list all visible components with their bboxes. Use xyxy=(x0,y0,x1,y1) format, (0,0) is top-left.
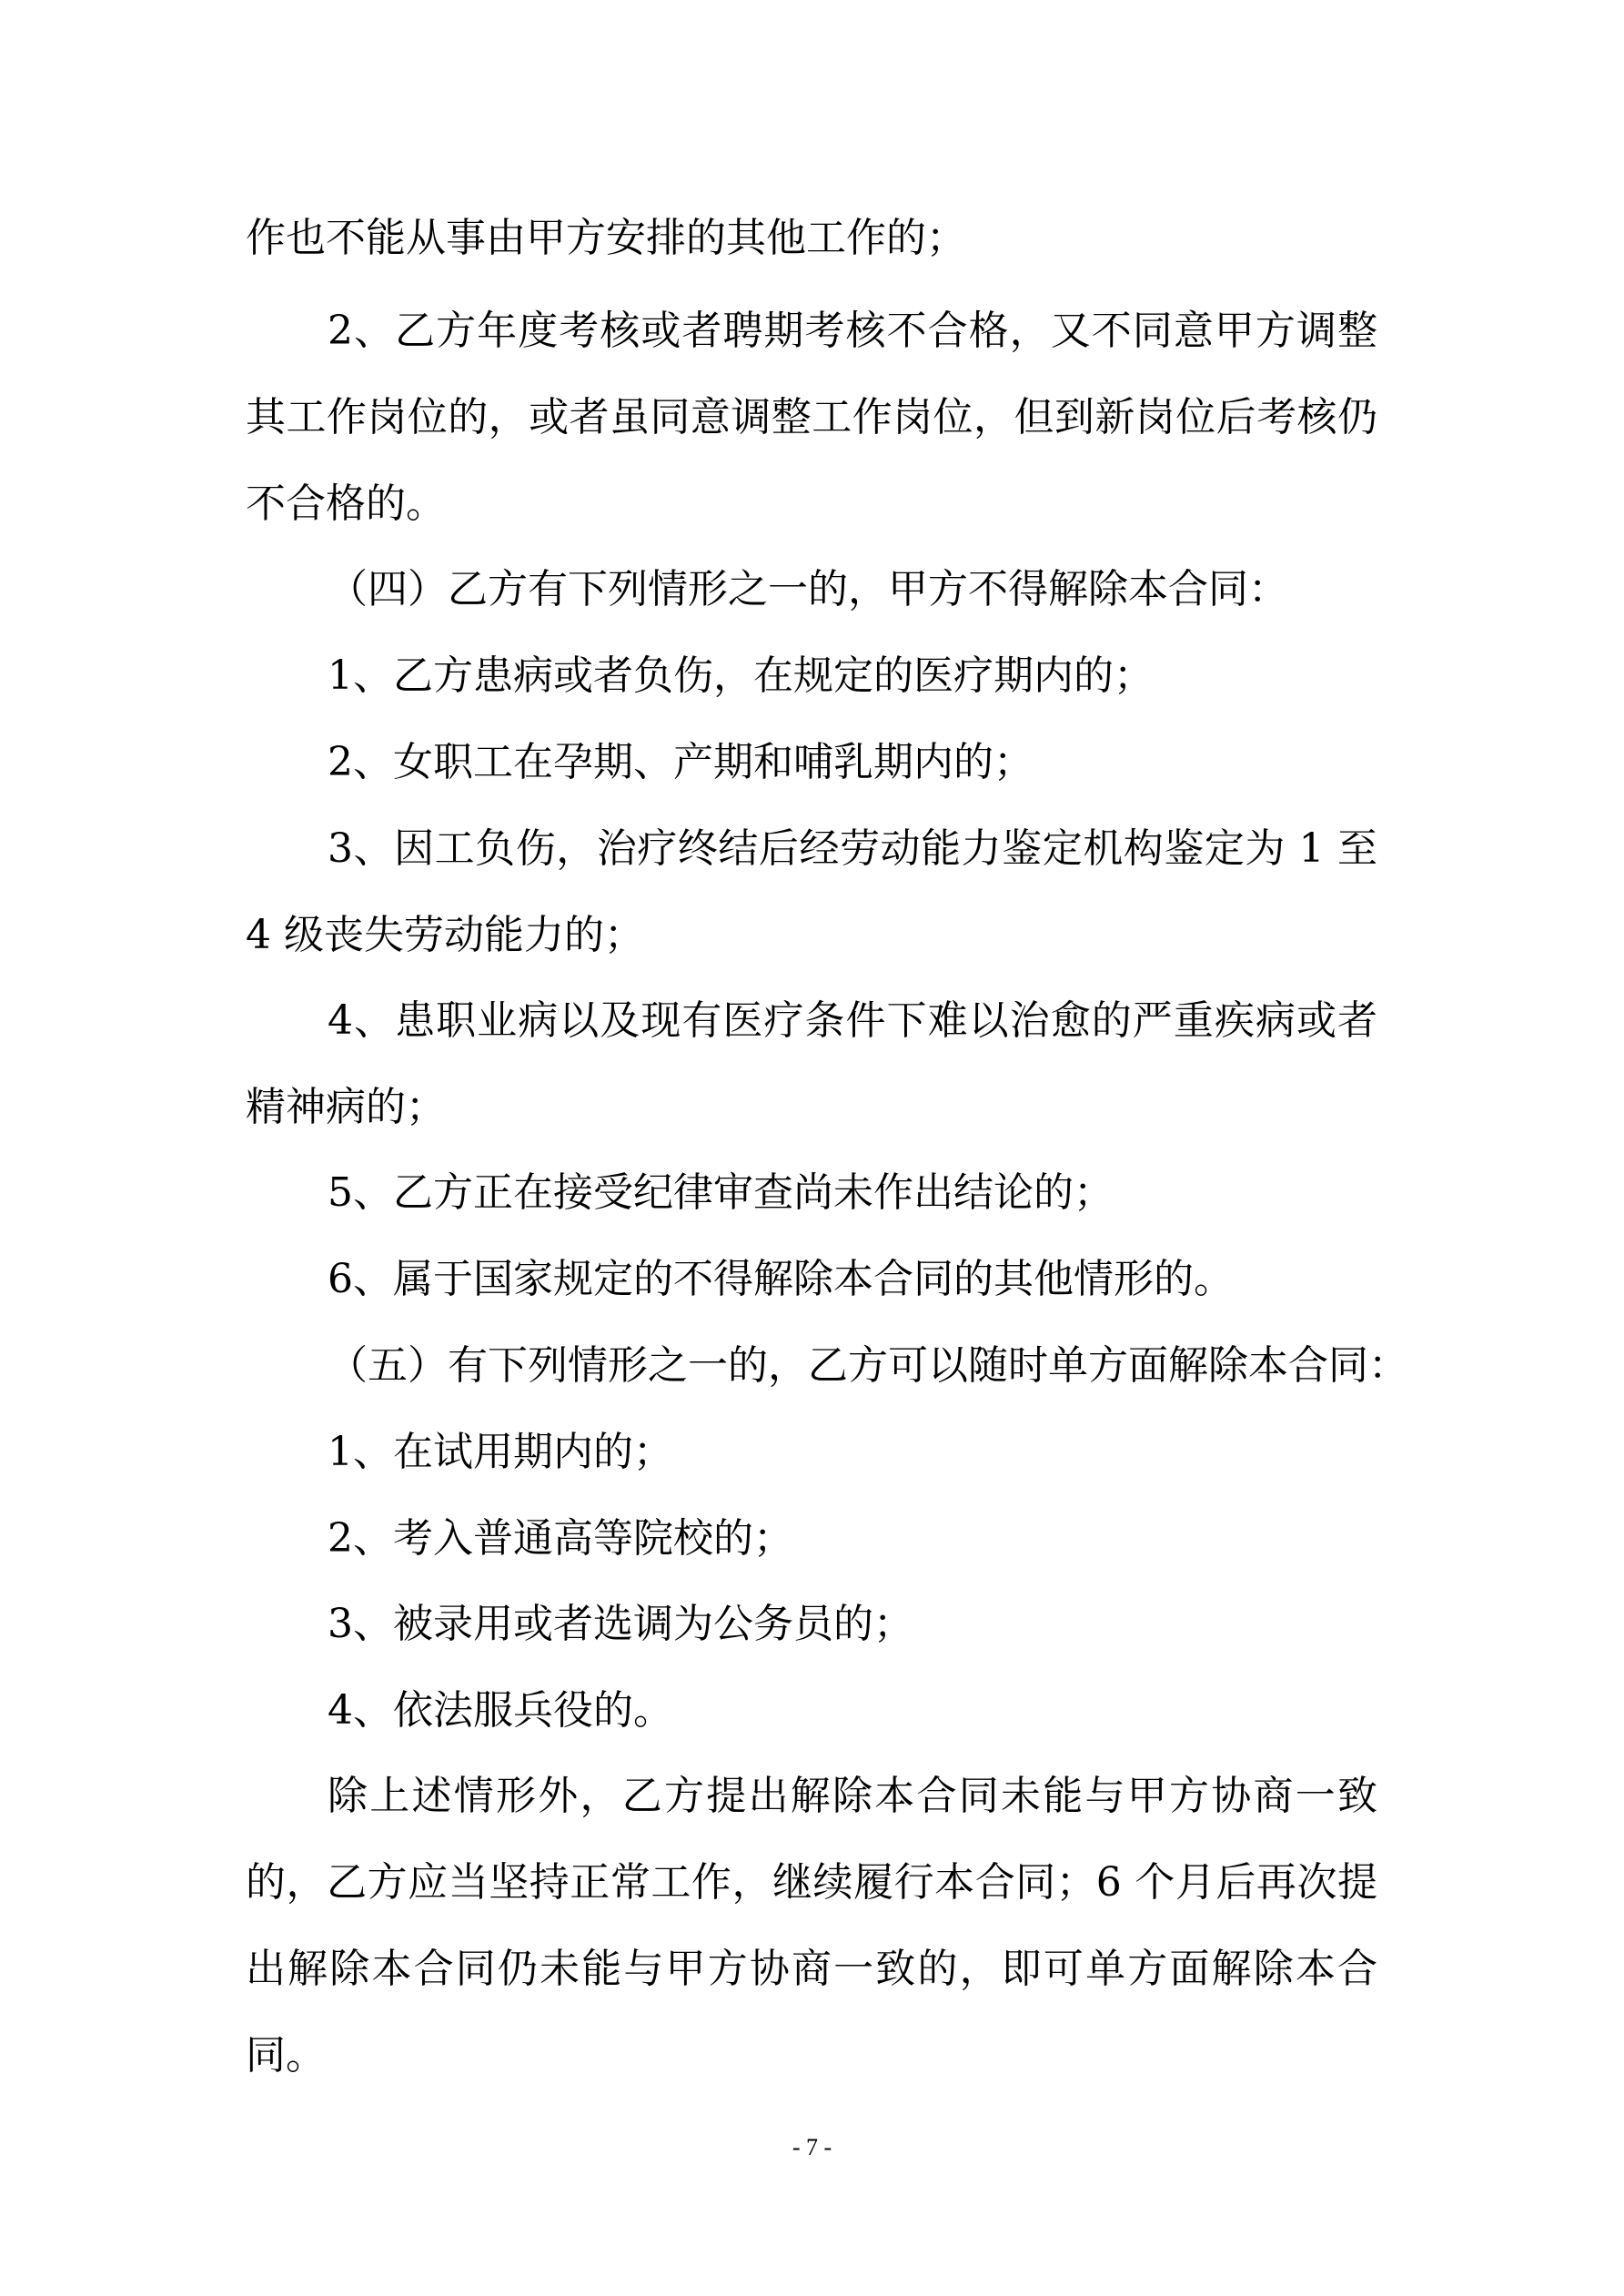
text-line: 1、在试用期内的； xyxy=(328,1429,673,1475)
page-number: - 7 - xyxy=(792,2134,832,2160)
text-line: 除上述情形外，乙方提出解除本合同未能与甲方协商一致 xyxy=(328,1773,1377,1819)
text-line: 2、女职工在孕期、产期和哺乳期内的； xyxy=(328,739,1034,785)
text-line: 1、乙方患病或者负伤，在规定的医疗期内的； xyxy=(328,652,1154,699)
text-line: 6、属于国家规定的不得解除本合同的其他情形的。 xyxy=(328,1256,1234,1302)
text-line: 2、乙方年度考核或者聘期考核不合格，又不同意甲方调整 xyxy=(328,308,1377,354)
text-line: 精神病的； xyxy=(246,1084,446,1130)
text-line: 3、被录用或者选调为公务员的； xyxy=(328,1601,913,1647)
text-line: （五）有下列情形之一的，乙方可以随时单方面解除本合同： xyxy=(328,1342,1408,1389)
text-line: 出解除本合同仍未能与甲方协商一致的，即可单方面解除本合 xyxy=(246,1946,1377,1992)
text-line: 4、依法服兵役的。 xyxy=(328,1687,673,1734)
text-line: 的，乙方应当坚持正常工作，继续履行本合同；6 个月后再次提 xyxy=(246,1859,1377,1906)
text-line: 2、考入普通高等院校的； xyxy=(328,1515,793,1562)
text-line: 5、乙方正在接受纪律审查尚未作出结论的； xyxy=(328,1169,1114,1216)
text-line: 同。 xyxy=(246,2032,326,2079)
text-line: （四）乙方有下列情形之一的，甲方不得解除本合同： xyxy=(328,566,1288,612)
text-line: 3、因工负伤，治疗终结后经劳动能力鉴定机构鉴定为 1 至 xyxy=(328,825,1377,872)
text-line: 不合格的。 xyxy=(246,480,446,527)
text-line: 4、患职业病以及现有医疗条件下难以治愈的严重疾病或者 xyxy=(328,997,1377,1044)
text-line: 作也不能从事由甲方安排的其他工作的； xyxy=(246,215,966,261)
text-line: 其工作岗位的，或者虽同意调整工作岗位，但到新岗位后考核仍 xyxy=(246,394,1377,440)
text-line: 4 级丧失劳动能力的； xyxy=(246,912,644,958)
